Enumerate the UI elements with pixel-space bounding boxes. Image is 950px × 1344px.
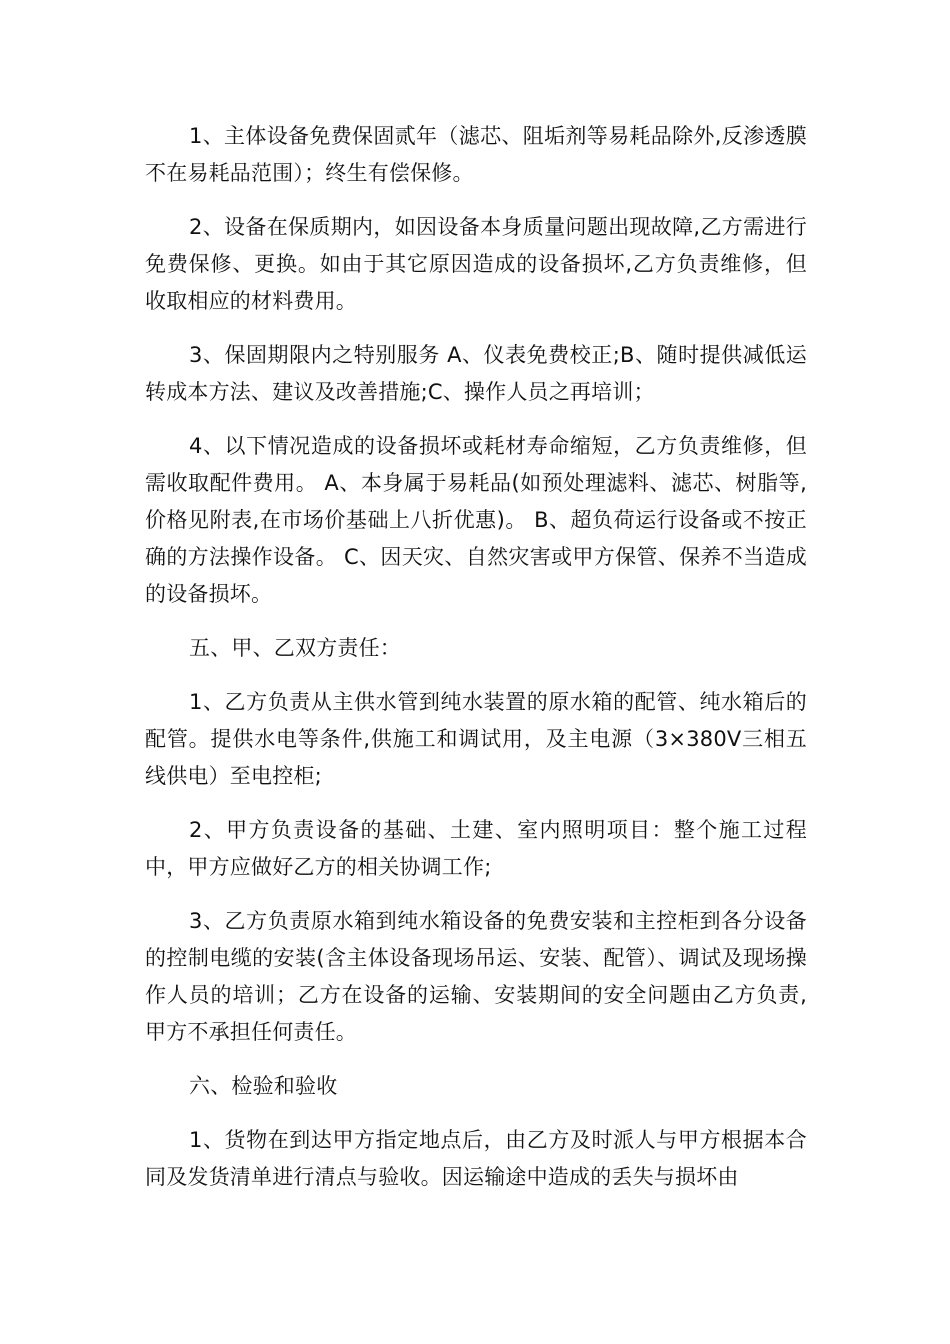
clause-warranty-repair: 2、设备在保质期内，如因设备本身质量问题出现故障,乙方需进行免费保修、更换。如由于其它原因造成的设备损坏,乙方负责维修，但收取相应的材料费用。 xyxy=(145,215,807,313)
document-body xyxy=(145,118,807,1213)
section-heading-responsibilities: 五、甲、乙双方责任： xyxy=(189,636,401,660)
clause-paid-repairs: 4、以下情况造成的设备损坏或耗材寿命缩短，乙方负责维修，但需收取配件费用。 A、本身属于易耗品(如预处理滤料、滤芯、树脂等,价格见附表,在市场价基础上八折优惠)。 B、超负荷运行设备或不按正确的方法操作设备。 C、因天灾、自然灾害或甲方保管、保养不当造成的设备损坏。 xyxy=(145,434,807,606)
clause-delivery-inspection: 1、货物在到达甲方指定地点后，由乙方及时派人与甲方根据本合同及发货清单进行清点与验收。因运输途中造成的丢失与损坏由 xyxy=(145,1128,807,1189)
clause-party-a-foundation: 2、甲方负责设备的基础、土建、室内照明项目：整个施工过程中，甲方应做好乙方的相关协调工作; xyxy=(145,818,807,879)
section-heading-inspection: 六、检验和验收 xyxy=(189,1074,338,1098)
clause-special-services: 3、保固期限内之特别服务 A、仪表免费校正;B、随时提供减低运转成本方法、建议及改善措施;C、操作人员之再培训； xyxy=(145,343,807,404)
clause-warranty-term: 1、主体设备免费保固贰年（滤芯、阻垢剂等易耗品除外,反渗透膜不在易耗品范围）；终生有偿保修。 xyxy=(145,124,807,185)
clause-party-b-installation: 3、乙方负责原水箱到纯水箱设备的免费安装和主控柜到各分设备的控制电缆的安装(含主体设备现场吊运、安装、配管）、调试及现场操作人员的培训；乙方在设备的运输、安装期间的安全问题由乙方负责,甲方不承担任何责任。 xyxy=(145,909,807,1044)
clause-party-b-piping: 1、乙方负责从主供水管到纯水装置的原水箱的配管、纯水箱后的配管。提供水电等条件,供施工和调试用，及主电源（3×380V三相五线供电）至电控柜; xyxy=(145,690,807,788)
